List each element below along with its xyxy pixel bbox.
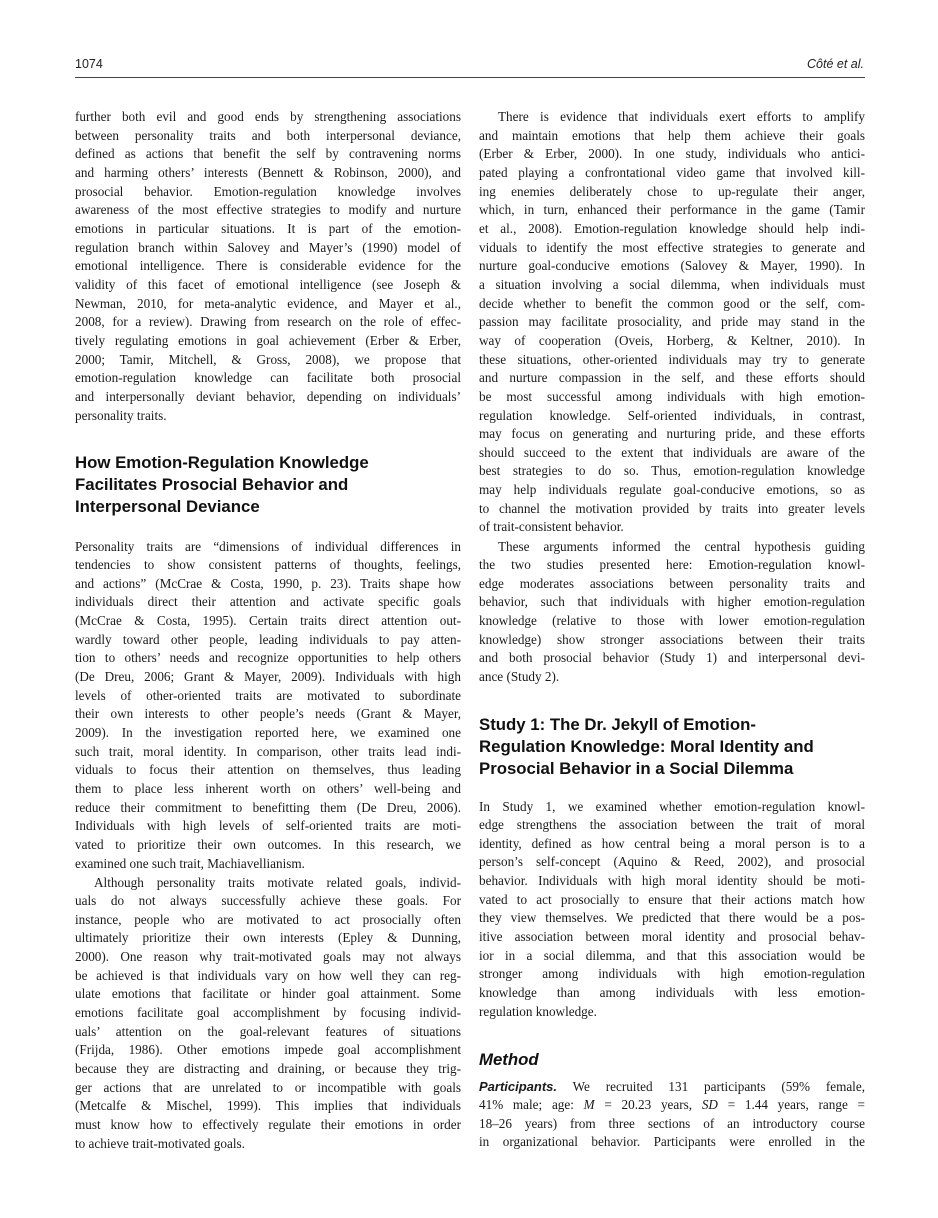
text-line: defined as actions that benefit the self by contravening norms <box>75 146 461 162</box>
text-line: such trait, moral identity. In comparison, other traits lead indi- <box>75 743 461 759</box>
text-line: should succeed to the extent that individuals are aware of the <box>479 444 865 460</box>
text-line: stronger among individuals with high emotion-regulation <box>479 966 865 982</box>
text-line: because they are distracting and draining, or because they trig- <box>75 1061 461 1077</box>
heading-line: Study 1: The Dr. Jekyll of Emotion- <box>479 715 756 734</box>
subsection-heading: Method <box>479 1050 539 1069</box>
text-line: edge strengthens the association between the trait of moral <box>479 817 865 833</box>
heading-line: Facilitates Prosocial Behavior and <box>75 475 349 494</box>
text-line: personality traits. <box>75 407 167 423</box>
text-line: viduals to focus their attention on themselves, thus leading <box>75 762 461 778</box>
italic-symbol: M <box>583 1097 595 1113</box>
text-line: In Study 1, we examined whether emotion-regulation knowl- <box>479 798 865 814</box>
text-line: tively regulating emotions in goal achievement (Erber & Erber, <box>75 332 461 348</box>
text-line: nurture goal-conducive emotions (Salovey & Mayer, 1990). In <box>479 258 865 274</box>
text-line: ulate emotions that facilitate or hinder goal attainment. Some <box>75 986 461 1002</box>
text-line: ultimately prioritize their own interests (Epley & Dunning, <box>75 930 461 946</box>
text-line: 2008, for a review). Drawing from research on the role of effec- <box>75 314 461 330</box>
text-line: the two studies presented here: Emotion-regulation knowl- <box>479 557 865 573</box>
text-line: vated to act prosocially to ensure that their actions match how <box>479 891 865 907</box>
paragraph <box>479 538 865 687</box>
text-line: Individuals with high levels of self-oriented traits are moti- <box>75 818 461 834</box>
text-line: ance (Study 2). <box>479 669 560 685</box>
text-run: = 20.23 years, <box>594 1097 702 1113</box>
text-line: way of cooperation (Oveis, Horberg, & Keltner, 2010). In <box>479 332 865 348</box>
text-line: uals do not always successfully achieve these goals. For <box>75 893 461 909</box>
text-line: and harming others’ interests (Bennett & Robinson, 2000), and <box>75 164 461 180</box>
text-line: may focus on generating and nurturing pride, and these efforts <box>479 426 865 442</box>
text-line: instance, people who are motivated to act prosocially often <box>75 911 461 927</box>
text-line: identity, defined as how central being a moral person is to a <box>479 835 865 851</box>
text-line: their own interests to other people’s needs (Grant & Mayer, <box>75 706 461 722</box>
text-line: (Metcalfe & Mischel, 1999). This implies that individuals <box>75 1098 461 1114</box>
text-line: 2000). One reason why trait-motivated goals may not always <box>75 949 461 965</box>
text-run: in organizational behavior. Participants were enrolled in the <box>479 1134 865 1150</box>
text-line: regulation knowledge. <box>479 1003 597 1019</box>
text-line <box>479 1133 865 1152</box>
section-heading <box>75 452 475 518</box>
text-line: knowledge) show stronger associations between their traits <box>479 631 865 647</box>
text-line: levels of other-oriented traits are motivated to subordinate <box>75 687 461 703</box>
text-line: further both evil and good ends by strengthening associations <box>75 109 461 124</box>
text-line: awareness of the most effective strategies to modify and nurture <box>75 202 461 218</box>
text-line: a situation involving a social dilemma, when individuals must <box>479 276 865 292</box>
text-line: Although personality traits motivate related goals, individ- <box>94 874 461 890</box>
heading-line: Prosocial Behavior in a Social Dilemma <box>479 759 794 778</box>
running-head: Côté et al. <box>807 57 864 71</box>
text-line: individuals direct their attention and activate specific goals <box>75 594 461 610</box>
text-line: vated to prioritize their own outcomes. In this research, we <box>75 837 461 852</box>
text-line: behavior, such that individuals with higher emotion-regulation <box>479 594 865 610</box>
heading-line: Interpersonal Deviance <box>75 497 260 516</box>
paragraph <box>479 108 865 537</box>
italic-symbol: SD <box>701 1097 718 1113</box>
text-line: Newman, 2010, for meta-analytic evidence, and Mayer et al., <box>75 295 461 311</box>
text-run: = 1.44 years, range = <box>717 1097 865 1113</box>
text-line: viduals to identify the most effective strategies to generate and <box>479 239 865 255</box>
text-line: tion to others’ needs and recognize opportunities to help others <box>75 650 461 666</box>
text-line: and maintain emotions that help them achieve their goals <box>479 127 865 143</box>
text-line: decide whether to benefit the common good or the self, com- <box>479 295 865 311</box>
text-line: knowledge (relative to those with lower emotion-regulation <box>479 613 865 629</box>
text-line: (De Dreu, 2006; Grant & Mayer, 2009). Individuals with high <box>75 669 461 685</box>
text-line: ior in a social dilemma, and that this association would be <box>479 947 865 963</box>
text-line: validity of this facet of emotional intelligence (see Joseph & <box>75 276 461 292</box>
paragraph <box>479 798 865 1022</box>
heading-line: Regulation Knowledge: Moral Identity and <box>479 737 814 756</box>
text-run: We recruited 131 participants (59% female, <box>557 1078 865 1094</box>
text-line: knowledge than among individuals with less emotion- <box>479 985 865 1001</box>
text-line: and actions” (McCrae & Costa, 1990, p. 23). Traits shape how <box>75 575 461 591</box>
text-line: pated playing a confrontational video game that involved kill- <box>479 164 865 180</box>
run-in-heading: Participants. <box>479 1078 558 1094</box>
text-line: (Frijda, 1986). Other emotions impede goal accomplishment <box>75 1042 461 1058</box>
text-line: must know how to effectively regulate their emotions in order <box>75 1117 461 1133</box>
text-line: reduce their commitment to benefitting them (De Dreu, 2006). <box>75 799 461 815</box>
text-line: of trait-consistent behavior. <box>479 519 624 535</box>
text-line: et al., 2008). Emotion-regulation knowledge should help indi- <box>479 220 865 236</box>
text-line: them to place less inherent worth on others’ well-being and <box>75 781 461 797</box>
text-line: to channel the motivation provided by traits into greater levels <box>479 500 865 516</box>
text-line <box>479 1096 865 1115</box>
text-line: best strategies to do so. Thus, emotion-regulation knowledge <box>479 463 865 479</box>
text-line: be most successful among individuals with high emotion- <box>479 388 865 404</box>
text-line: which, in turn, enhanced their performance in the game (Tamir <box>479 202 865 218</box>
text-line: regulation knowledge. Self-oriented individuals, in contrast, <box>479 407 865 423</box>
text-line: they view themselves. We predicted that there would be a pos- <box>479 910 865 926</box>
text-run: 18–26 years) from three sections of an introductory course <box>479 1115 865 1131</box>
text-line: and interpersonally deviant behavior, depending on individuals’ <box>75 388 461 404</box>
paragraph <box>75 874 461 1154</box>
text-line: These arguments informed the central hypothesis guiding <box>498 538 865 554</box>
text-line: between personality traits and both interpersonal deviance, <box>75 127 461 143</box>
text-line: 2000; Tamir, Mitchell, & Gross, 2008), we propose that <box>75 351 461 367</box>
section-heading <box>479 714 879 780</box>
text-line: emotional intelligence. There is considerable evidence for the <box>75 258 461 274</box>
text-line: Personality traits are “dimensions of individual differences in <box>75 538 461 554</box>
text-line: person’s self-concept (Aquino & Reed, 2002), and prosocial <box>479 854 865 870</box>
text-line: behavior. Individuals with high moral identity should be moti- <box>479 873 865 889</box>
header-rule <box>75 77 865 78</box>
text-line: and nurture compassion in the self, and these efforts should <box>479 370 865 386</box>
paragraph <box>75 108 461 425</box>
text-line: There is evidence that individuals exert efforts to amplify <box>498 109 865 124</box>
text-line: 2009). In the investigation reported here, we examined one <box>75 725 461 741</box>
text-line: wardly toward other people, leading individuals to pay atten- <box>75 631 461 647</box>
text-line: passion may facilitate prosociality, and pride may stand in the <box>479 314 865 330</box>
text-line: be achieved is that individuals vary on how well they can reg- <box>75 967 461 983</box>
text-line: prosocial behavior. Emotion-regulation knowledge involves <box>75 183 461 199</box>
text-line: regulation branch within Salovey and Mayer’s (1990) model of <box>75 239 461 255</box>
text-line: emotions facilitate goal accomplishment by focusing individ- <box>75 1005 461 1021</box>
text-line: edge moderates associations between personality traits and <box>479 575 865 591</box>
page-number: 1074 <box>75 57 103 71</box>
text-line: tendencies to show consistent patterns of thoughts, feelings, <box>75 557 461 573</box>
heading-line: How Emotion-Regulation Knowledge <box>75 453 369 472</box>
paragraph <box>75 538 461 874</box>
text-line: (McCrae & Costa, 1995). Certain traits direct attention out- <box>75 613 461 629</box>
text-line: to achieve trait-motivated goals. <box>75 1135 245 1151</box>
text-run: 41% male; age: <box>479 1097 584 1113</box>
text-line: and both prosocial behavior (Study 1) and interpersonal devi- <box>479 650 865 666</box>
text-line: (Erber & Erber, 2000). In one study, individuals who antici- <box>479 146 865 162</box>
text-line: emotion-regulation knowledge can facilitate both prosocial <box>75 370 461 386</box>
text-line: may help individuals regulate goal-conducive emotions, so as <box>479 482 865 498</box>
text-line: uals’ attention on the goal-relevant features of situations <box>75 1023 461 1039</box>
text-line: ger actions that are unrelated to or incompatible with goals <box>75 1079 461 1095</box>
text-line <box>479 1115 865 1134</box>
text-line: itive association between moral identity and prosocial behav- <box>479 929 865 945</box>
text-line: examined one such trait, Machiavellianism. <box>75 855 305 871</box>
text-line: these situations, other-oriented individuals may try to generate <box>479 351 865 367</box>
text-line: emotions in particular situations. It is part of the emotion- <box>75 220 461 236</box>
paragraph <box>479 1078 865 1153</box>
text-line <box>479 1078 865 1097</box>
text-line: ing enemies deliberately chose to up-regulate their anger, <box>479 183 865 199</box>
